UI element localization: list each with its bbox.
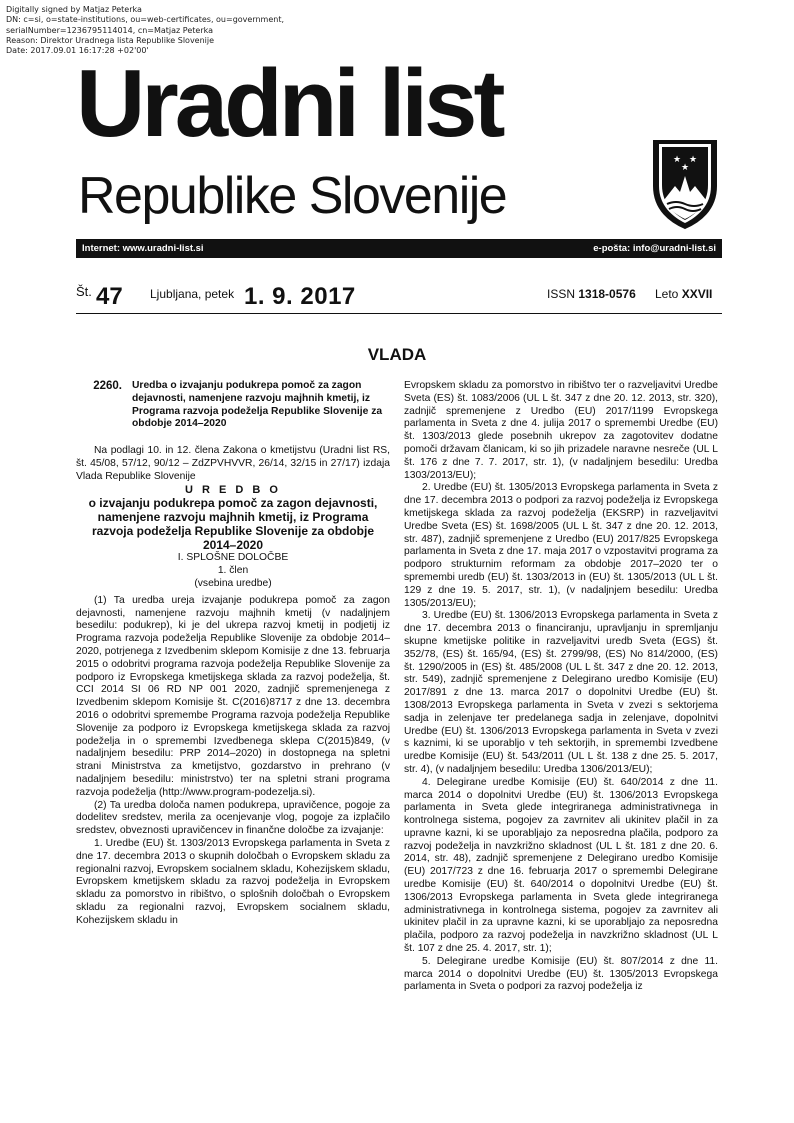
article-title: (vsebina uredbe) — [194, 577, 272, 589]
document-number: 2260. — [93, 380, 122, 392]
header-rule — [76, 313, 722, 314]
volume-label: Leto — [655, 287, 679, 301]
document-heading: Uredba o izvajanju podukrepa pomoč za zagon dejavnosti, namenjene razvoju majhnih kmetij, iz Programa razvoja podeželja Republike Slovenije za obdobje 2014–2020 — [132, 380, 383, 430]
signature-line: Digitally signed by Matjaz Peterka — [6, 5, 142, 14]
issn-value: 1318-0576 — [578, 287, 636, 301]
volume-value: XXVII — [681, 287, 713, 301]
volume — [655, 287, 712, 301]
right-column — [404, 380, 718, 994]
act-type: U R E D B O — [185, 483, 281, 496]
paragraph: (1) Ta uredba ureja izvajanje podukrepa pomoč za zagon dejavnosti, namenjene razvoju majhnih kmetij (v nadaljnjem besedilu: podukrep), ki je del ukrepa razvoj kmetij in podjetij iz Programa razvoja podeželja Republike Slovenije za obdobje 2014–2020, potrjenega z Izvedbenim sklepom Komisije z dne 13. februarja 2015 o odobritvi programa razvoja podeželja Republike Slovenije za podporo iz Evropskega kmetijskega sklada za razvoj podeželja, št. CCI 2014 SI 06 RD NP 001 2020, zadnjič spremenjenega z Izvedbenim sklepom Komisije št. C(2016)8717 z dne 13. decembra 2016 o odobritvi spremembe Programa razvoja podeželja Republike Slovenije za podporo iz Evropskega kmetijskega sklada za razvoj podeželja in o spremembi Izvedbenega sklepa C(2015)849, (v nadaljnjem besedilu: PRP 2014–2020) in dostopnega na spletni strani Ministrstva za kmetijstvo, gozdarstvo in prehrano (v nadaljnjem besedilu: ministrstvo) ter na spletni strani programa razvoja podeželja (http://www.program-podezelja.si). — [76, 594, 390, 798]
issue-number-prefix: Št. — [76, 284, 92, 299]
masthead-subtitle: Republike Slovenije — [78, 167, 507, 225]
issue-date: 1. 9. 2017 — [244, 283, 356, 310]
digital-signature — [6, 5, 284, 56]
coat-of-arms-icon — [651, 138, 719, 230]
paragraph: 5. Delegirane uredbe Komisije (EU) št. 807/2014 z dne 11. marca 2014 o dopolnitvi Uredbe (EU) št. 1305/2013 Evropskega parlamenta in Sveta o podpori za razvoj podeželja iz — [404, 955, 718, 993]
paragraph: 1. Uredbe (EU) št. 1303/2013 Evropskega parlamenta in Sveta z dne 17. decembra 2013 o skupnih določbah o Evropskem skladu za regionalni razvoj, Evropskem socialnem skladu, Kohezijskem skladu, Evropskem kmetijskem skladu za razvoj podeželja in Evropskem skladu za pomorstvo in ribištvo, o splošnih določbah o Evropskem skladu za regionalni razvoj, Evropskem socialnem skladu, Kohezijskem skladu in — [76, 837, 390, 926]
article-number: 1. člen — [217, 565, 249, 577]
svg-text:★: ★ — [672, 154, 682, 164]
paragraph: (2) Ta uredba določa namen podukrepa, upravičence, pogoje za dodelitev sredstev, merila za ocenjevanje vlog, pogoje za izplačilo sredstev, obveznosti upravičencev in finančne določbe za izvajanje: — [76, 799, 390, 837]
issue-place: Ljubljana, petek — [150, 287, 235, 301]
signature-line: DN: c=si, o=state-institutions, ou=web-certificates, ou=government, — [6, 15, 285, 25]
svg-text:★: ★ — [688, 154, 698, 164]
chapter-heading: I. SPLOŠNE DOLOČBE — [177, 552, 289, 564]
section-heading: VLADA — [367, 345, 427, 364]
svg-text:★: ★ — [680, 162, 690, 172]
preamble: Na podlagi 10. in 12. člena Zakona o kmetijstvu (Uradni list RS, št. 45/08, 57/12, 90/12 – ZdZPVHVVR, 26/14, 32/15 in 27/17) izdaja Vlada Republike Slovenije — [76, 445, 390, 482]
signature-line: Reason: Direktor Uradnega lista Republike Slovenije — [6, 35, 215, 45]
paragraph: Evropskem skladu za pomorstvo in ribištvo ter o razveljavitvi Uredbe Sveta (ES) št. 1083/2006 (UL L št. 347 z dne 20. 12. 2013, str. 320), zadnjič spremenjene z Uredbo (EU) 2017/1199 Evropskega parlamenta in Sveta z dne 4. julija 2017 o spremembi Uredbe (EU) št. 1303/2013 glede posebnih ukrepov za zagotovitev dodatne pomoči državam članicam, ki so jih prizadele naravne nesreče (UL L št. 176 z dne 7. 7. 2017, str. 1), (v nadaljnjem besedilu: Uredba 1303/2013/EU); — [404, 380, 718, 481]
paragraph: 4. Delegirane uredbe Komisije (EU) št. 640/2014 z dne 11. marca 2014 o dopolnitvi Uredbe (EU) št. 1306/2013 Evropskega parlamenta in Sveta glede integriranega administrativnega in kontrolnega sistema, pogojev za zavrnitev ali ukinitev plačil in za upravne kazni, ki se uporabljajo za neposredna plačila, podporo za razvoj podeželja in navzkrižno skladnost (UL L št. 181 z dne 20. 6. 2014, str. 48), zadnjič spremenjene z Delegirano uredbo Komisije (EU) 2017/723 z dne 16. februarja 2017 o spremembi Delegirane uredbe Komisije (EU) št. 640/2014 o dopolnitvi Uredbe (EU) št. 1306/2013 Evropskega parlamenta in Sveta glede integriranega administrativnega in kontrolnega sistema, pogojev za zavrnitev ali ukinitev plačil in za upravne kazni, ki se uporabljajo za neposredna plačila, podporo za razvoj podeželja in navzkrižno skladnost (UL L št. 107 z dne 25. 4. 2017, str. 1); — [404, 776, 718, 955]
issue-number: 47 — [96, 283, 123, 310]
email-link[interactable]: e-pošta: info@uradni-list.si — [593, 243, 716, 254]
signature-line: serialNumber=1236795114014, cn=Matjaz Peterka — [6, 25, 214, 35]
act-title: o izvajanju podukrepa pomoč za zagon dejavnosti, namenjene razvoju majhnih kmetij, iz Programa razvoja podeželja Republike Slovenije za obdobje 2014–2020 — [88, 496, 378, 553]
paragraph: 3. Uredbe (EU) št. 1306/2013 Evropskega parlamenta in Sveta z dne 17. decembra 2013 o financiranju, upravljanju in spremljanju skupne kmetijske politike in razveljavitvi uredb Sveta (EGS) št. 352/78, (ES) št. 165/94, (ES) št. 2799/98, (ES) No 814/2000, (ES) št. 1290/2005 in (ES) št. 485/2008 (UL L št. 347 z dne 20. 12. 2013, str. 549), zadnjič spremenjene z Delegirano uredbo Komisije (EU) 2017/891 z dne 13. marca 2017 o dopolnitvi Uredbe (EU) št. 1308/2013 Evropskega parlamenta in Sveta v zvezi s sektorjema sadja in zelenjave ter predelanega sadja in zelenjave, dopolnitvi Uredbe (EU) št. 1306/2013 Evropskega parlamenta in Sveta v zvezi s kaznimi, ki se uporabljo v teh sektorjih, in spremembi Izvedbene uredbe Komisije (EU) št. 543/2011 (UL L št. 138 z dne 25. 5. 2017, str. 4), (v nadaljnjem besedilu: Uredba 1306/2013/EU); — [404, 610, 718, 775]
internet-link[interactable]: Internet: www.uradni-list.si — [82, 243, 204, 254]
paragraph: 2. Uredbe (EU) št. 1305/2013 Evropskega parlamenta in Sveta z dne 17. decembra 2013 o podpori za razvoj podeželja iz Evropskega kmetijskega sklada za razvoj podeželja (EKSRP) in razveljavitvi Uredbe Sveta (ES) št. 1698/2005 (UL L št. 347 z dne 20. 12. 2013, str. 487), zadnjič spremenjene z Uredbo (EU) 2017/825 Evropskega parlamenta in Sveta z dne 17. maja 2017 o vzpostavitvi programa za podporo strukturnim reformam za obdobje 2017–2020 ter o spremembi uredb (EU) št. 1303/2013 in (EU) št. 1305/2013 (UL L št. 129 z dne 19. 5. 2017, str. 1), (v nadaljnjem besedilu: Uredba 1305/2013/EU); — [404, 482, 718, 609]
masthead-title: Uradni list — [76, 50, 502, 157]
issn — [547, 287, 636, 301]
signature-line: Date: 2017.09.01 16:17:28 +02'00' — [6, 46, 149, 56]
masthead-contact-bar — [76, 239, 722, 258]
issn-label: ISSN — [547, 287, 576, 301]
document-header — [76, 380, 390, 431]
left-column — [76, 380, 390, 927]
